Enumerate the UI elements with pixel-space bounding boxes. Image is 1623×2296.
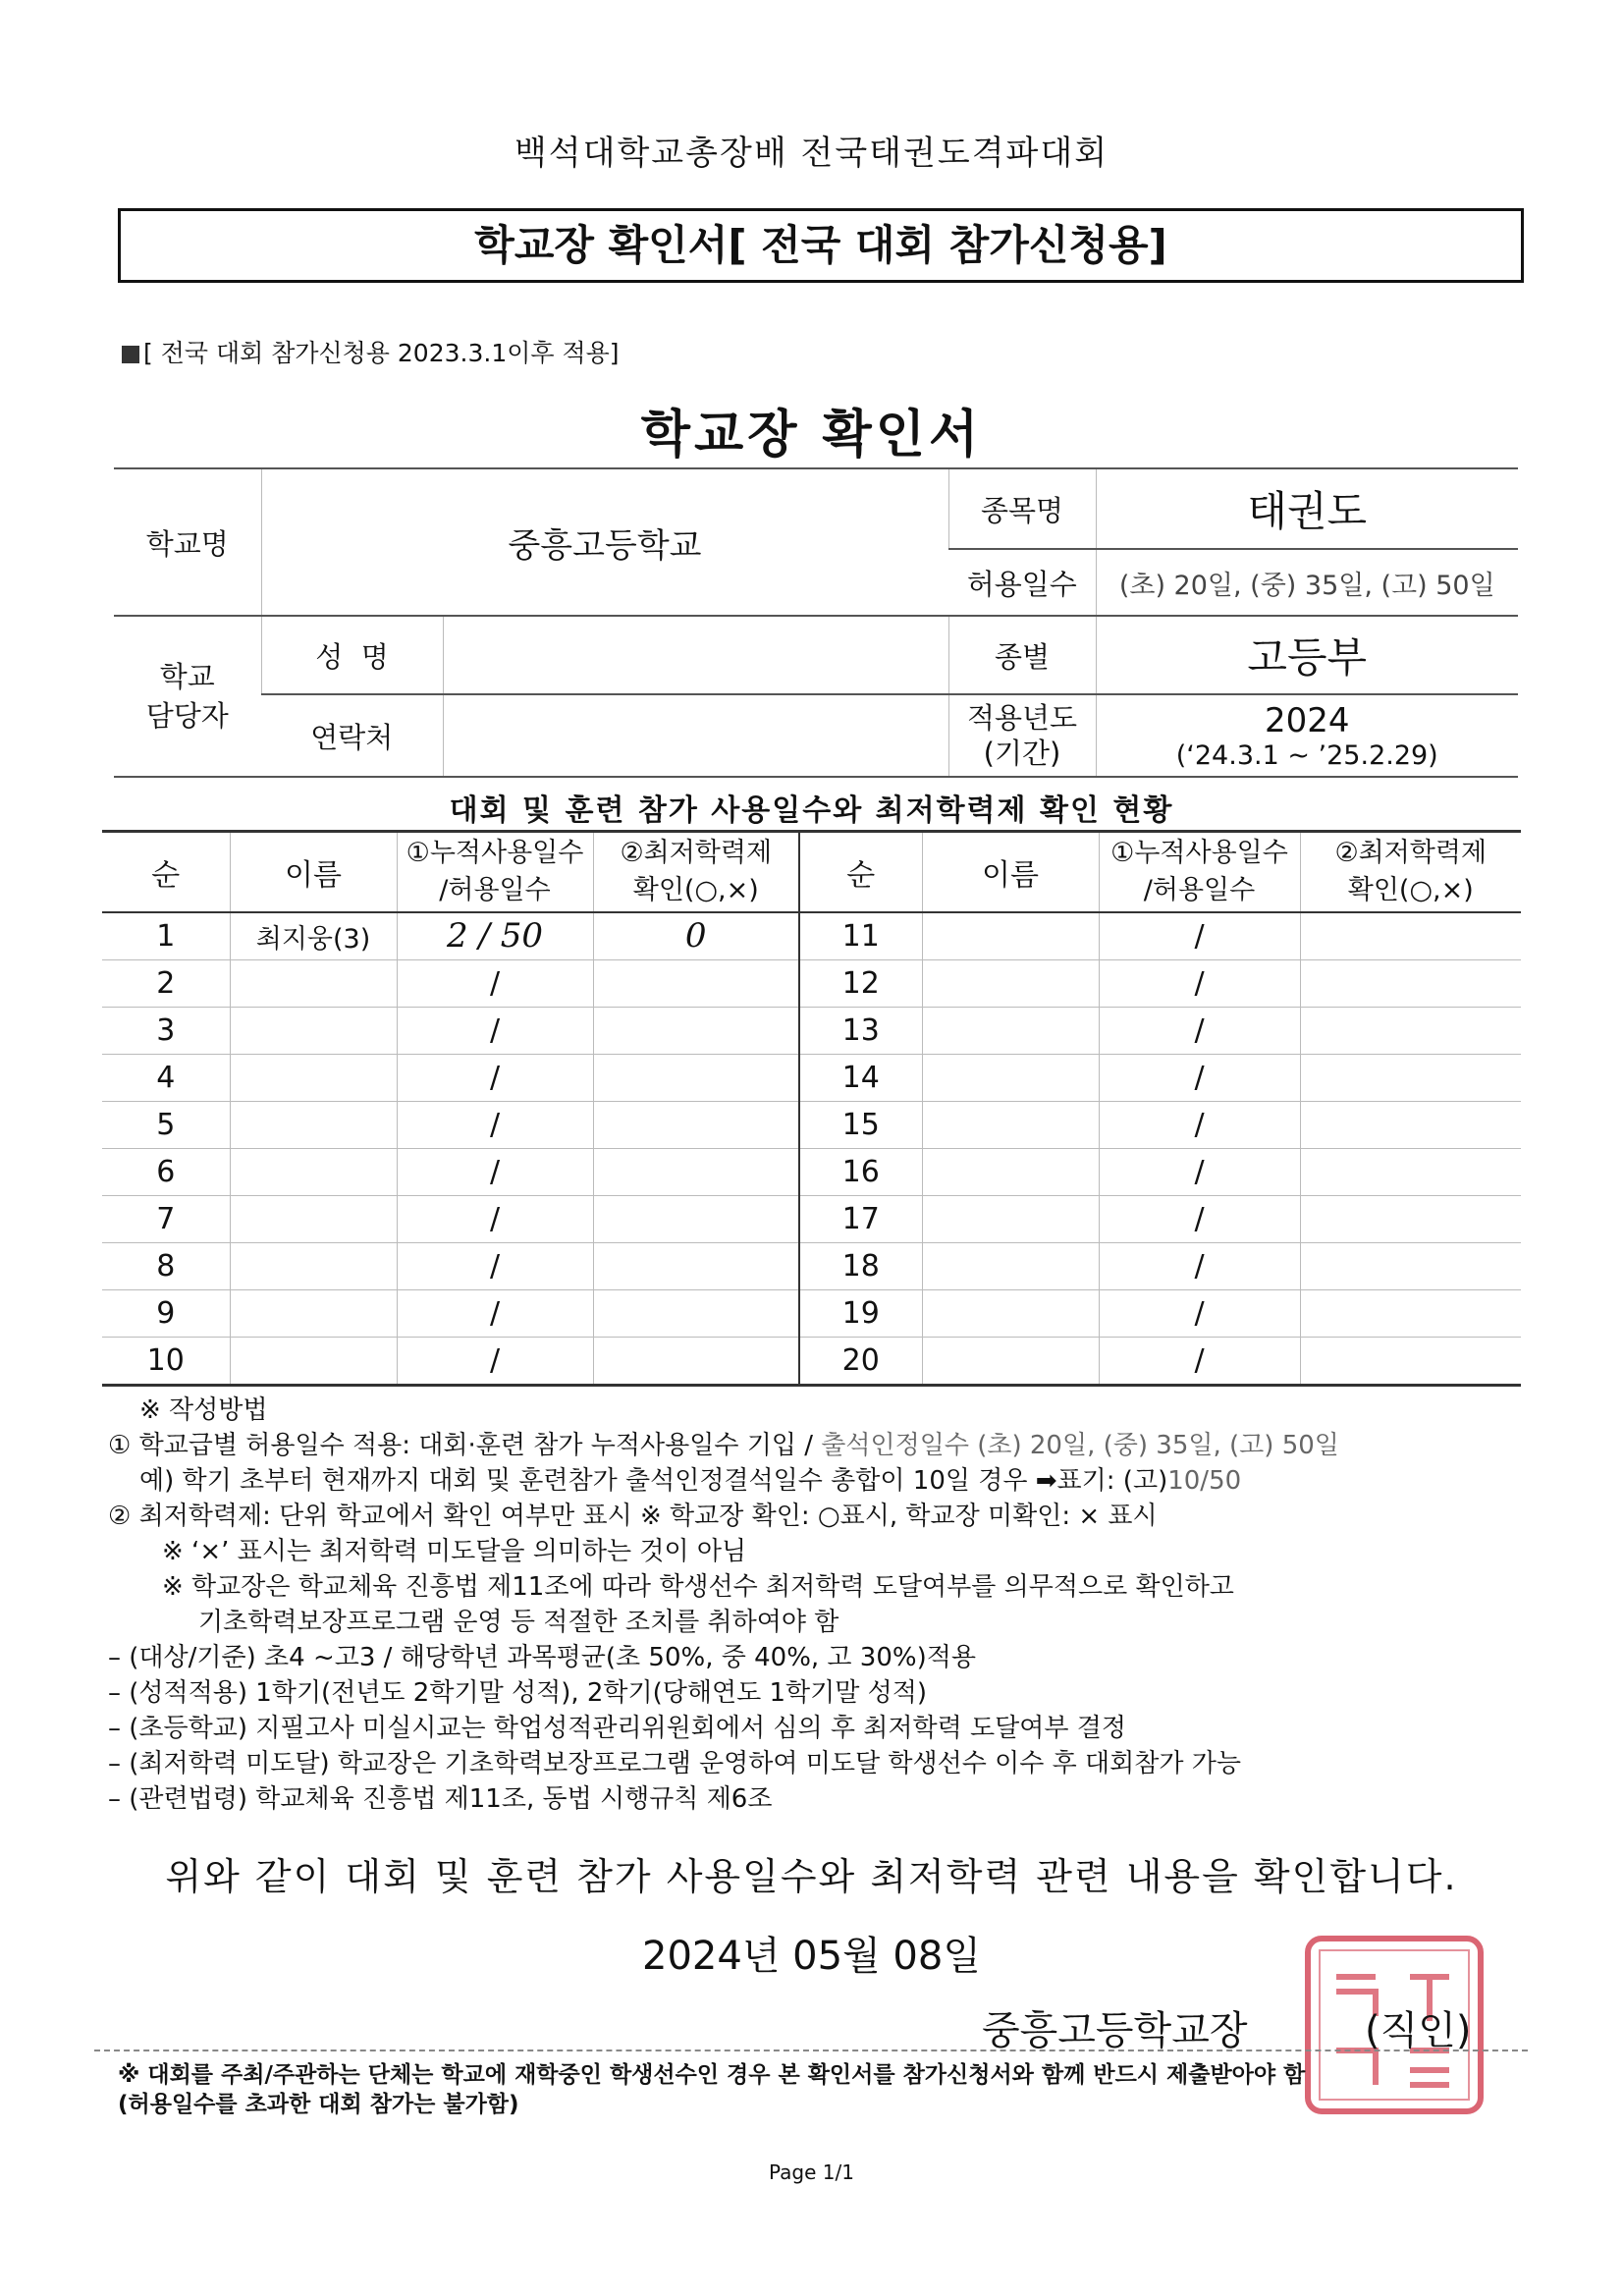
row-academic [593,1195,799,1242]
instruction-line: – (초등학교) 지필고사 미실시교는 학업성적관리위원회에서 심의 후 최저학력 도달여부 결정 [108,1714,1126,1743]
table-row [102,1337,1521,1385]
row-days: / [397,1007,593,1054]
row-academic [1300,1195,1521,1242]
right-arrow-icon: ➡ [1035,1466,1057,1496]
instructions [108,1393,1522,1817]
row-name [922,912,1099,960]
col-days-left: ①누적사용일수 /허용일수 [397,832,593,912]
year-label: 적용년도 (기간) [948,694,1096,777]
row-name [922,1242,1099,1289]
row-days: / [1099,1289,1300,1337]
division-label: 종별 [948,616,1096,694]
row-name [230,1148,397,1195]
instruction-line: – (대상/기준) 초4 ~고3 / 해당학년 과목평균(초 50%, 중 40%, 고 30%)적용 [108,1643,976,1672]
row-no: 20 [799,1337,922,1385]
event-title: 백석대학교총장배 전국태권도격파대회 [514,134,1109,173]
footer-note [118,2060,1522,2119]
instruction-line: 기초학력보장프로그램 운영 등 적절한 조치를 취하여야 함 [198,1608,839,1637]
col-academic-left: ②최저학력제 확인(○,×) [593,832,799,912]
row-academic [593,1054,799,1101]
school-info-table [114,467,1518,778]
year-value: 2024 [1264,700,1350,740]
row-no: 2 [102,959,230,1007]
school-name-label: 학교명 [114,468,261,616]
row-academic [593,1289,799,1337]
row-no: 17 [799,1195,922,1242]
row-name [230,1054,397,1101]
row-days: / [1099,1007,1300,1054]
row-name [922,1337,1099,1385]
row-name [922,1195,1099,1242]
instruction-line [108,1463,1522,1499]
row-no: 11 [799,912,922,960]
row-name [922,959,1099,1007]
row-name [230,1242,397,1289]
staff-label: 학교 담당자 [114,616,261,777]
col-name-right: 이름 [922,832,1099,912]
row-academic [593,1337,799,1385]
row-no: 1 [102,912,230,960]
footer-note-line: (허용일수를 초과한 대회 참가는 불가함) [118,2092,519,2117]
instruction-line: – (성적적용) 1학기(전년도 2학기말 성적), 2학기(당해연도 1학기말 성적) [108,1678,928,1708]
row-no: 13 [799,1007,922,1054]
division-value: 고등부 [1096,616,1518,694]
row-academic [1300,1054,1521,1101]
row-days: / [397,959,593,1007]
row-academic [1300,1148,1521,1195]
row-no: 7 [102,1195,230,1242]
row-days: / [1099,1148,1300,1195]
row-days: / [1099,1242,1300,1289]
table-row [102,1101,1521,1148]
row-days: / [397,1148,593,1195]
col-no-left: 순 [102,832,230,912]
confirmation-date: 2024년 05월 08일 [642,1934,981,1979]
row-academic [1300,912,1521,960]
row-name [922,1148,1099,1195]
applicability-note [122,334,620,369]
row-days: / [397,1054,593,1101]
table-row [102,1289,1521,1337]
row-days: / [1099,959,1300,1007]
row-no: 6 [102,1148,230,1195]
divider [94,2050,1528,2051]
year-cell [1096,694,1518,777]
row-academic [593,1007,799,1054]
table-row [102,1054,1521,1101]
row-no: 15 [799,1101,922,1148]
row-academic: 0 [593,912,799,960]
row-no: 19 [799,1289,922,1337]
row-name [922,1054,1099,1101]
col-days-right: ①누적사용일수 /허용일수 [1099,832,1300,912]
sport-label: 종목명 [948,468,1096,549]
footer-note-line: ※ 대회를 주최/주관하는 단체는 학교에 재학중인 학생선수인 경우 본 확인서를 참가신청서와 함께 반드시 제출받아야 함 [118,2062,1306,2088]
row-name [922,1101,1099,1148]
row-academic [1300,1289,1521,1337]
page-number: Page 1/1 [769,2160,854,2184]
school-name-value: 중흥고등학교 [261,468,948,616]
row-name [230,1337,397,1385]
row-name: 최지웅(3) [230,912,397,960]
col-academic-right: ②최저학력제 확인(○,×) [1300,832,1521,912]
col-name-left: 이름 [230,832,397,912]
instruction-text-gray: 출석인정일수 (초) 20일, (중) 35일, (고) 50일 [821,1431,1339,1460]
row-no: 18 [799,1242,922,1289]
row-name [922,1289,1099,1337]
form-title-box: 학교장 확인서[ 전국 대회 참가신청용] [118,208,1524,283]
row-no: 10 [102,1337,230,1385]
row-days: / [1099,912,1300,960]
table-row [102,1242,1521,1289]
row-days: / [1099,1195,1300,1242]
contact-value [443,694,948,777]
instruction-text: 표기: (고) [1056,1466,1168,1496]
square-bullet-icon [122,346,139,363]
seal-label: (직인) [1365,2008,1472,2053]
instruction-text: ① 학교급별 허용일수 적용: 대회·훈련 참가 누적사용일수 기입 / [108,1431,822,1460]
row-academic [1300,1007,1521,1054]
page-title: 학교장 확인서 [640,406,983,465]
row-name [922,1007,1099,1054]
row-name [230,1195,397,1242]
table-row [102,1195,1521,1242]
table-row [102,959,1521,1007]
row-no: 3 [102,1007,230,1054]
instruction-line: ② 최저학력제: 단위 학교에서 확인 여부만 표시 ※ 학교장 확인: ○표시, 학교장 미확인: × 표시 [108,1502,1158,1531]
row-days: / [1099,1337,1300,1385]
contact-label: 연락처 [261,694,443,777]
row-name [230,1289,397,1337]
row-academic [593,1148,799,1195]
row-days: 2 / 50 [397,912,593,960]
row-days: / [397,1289,593,1337]
row-no: 12 [799,959,922,1007]
row-no: 16 [799,1148,922,1195]
instruction-line: – (최저학력 미도달) 학교장은 기초학력보장프로그램 운영하여 미도달 학생선수 이수 후 대회참가 가능 [108,1749,1241,1778]
row-academic [593,1101,799,1148]
row-days: / [397,1242,593,1289]
name-label: 성 명 [261,616,443,694]
row-academic [1300,1242,1521,1289]
sport-value: 태권도 [1096,468,1518,549]
allowed-days-value: (초) 20일, (중) 35일, (고) 50일 [1096,549,1518,616]
row-no: 8 [102,1242,230,1289]
row-days: / [397,1101,593,1148]
name-value [443,616,948,694]
row-academic [1300,1101,1521,1148]
instructions-heading: ※ 작성방법 [139,1395,268,1425]
instruction-line: – (관련법령) 학교체육 진흥법 제11조, 동법 시행규칙 제6조 [108,1784,773,1814]
instruction-line: ※ 학교장은 학교체육 진흥법 제11조에 따라 학생선수 최저학력 도달여부를 의무적으로 확인하고 [162,1572,1234,1602]
usage-table [102,830,1521,1387]
table-row [102,1148,1521,1195]
row-name [230,959,397,1007]
col-no-right: 순 [799,832,922,912]
row-days: / [397,1195,593,1242]
allowed-days-label: 허용일수 [948,549,1096,616]
instruction-text: 예) 학기 초부터 현재까지 대회 및 훈련참가 출석인정결석일수 총합이 10일 경우 [139,1466,1036,1496]
row-name [230,1007,397,1054]
row-no: 4 [102,1054,230,1101]
row-no: 14 [799,1054,922,1101]
row-name [230,1101,397,1148]
table-row [102,1007,1521,1054]
row-academic [593,959,799,1007]
principal-name: 중흥고등학교장 [982,2008,1248,2053]
year-period: (‘24.3.1 ~ ’25.2.29) [1175,739,1438,771]
row-days: / [1099,1054,1300,1101]
row-academic [1300,959,1521,1007]
row-days: / [397,1337,593,1385]
confirmation-statement: 위와 같이 대회 및 훈련 참가 사용일수와 최저학력 관련 내용을 확인합니다. [165,1855,1458,1898]
instruction-line [108,1428,1522,1463]
row-no: 5 [102,1101,230,1148]
table-row [102,912,1521,960]
row-academic [593,1242,799,1289]
instruction-line: ※ ‘×’ 표시는 최저학력 미도달을 의미하는 것이 아님 [162,1537,747,1566]
applicability-text: [ 전국 대회 참가신청용 2023.3.1이후 적용] [143,339,620,367]
row-no: 9 [102,1289,230,1337]
instruction-text-gray: 10/50 [1167,1466,1242,1496]
row-days: / [1099,1101,1300,1148]
row-academic [1300,1337,1521,1385]
usage-title: 대회 및 훈련 참가 사용일수와 최저학력제 확인 현황 [449,793,1174,828]
